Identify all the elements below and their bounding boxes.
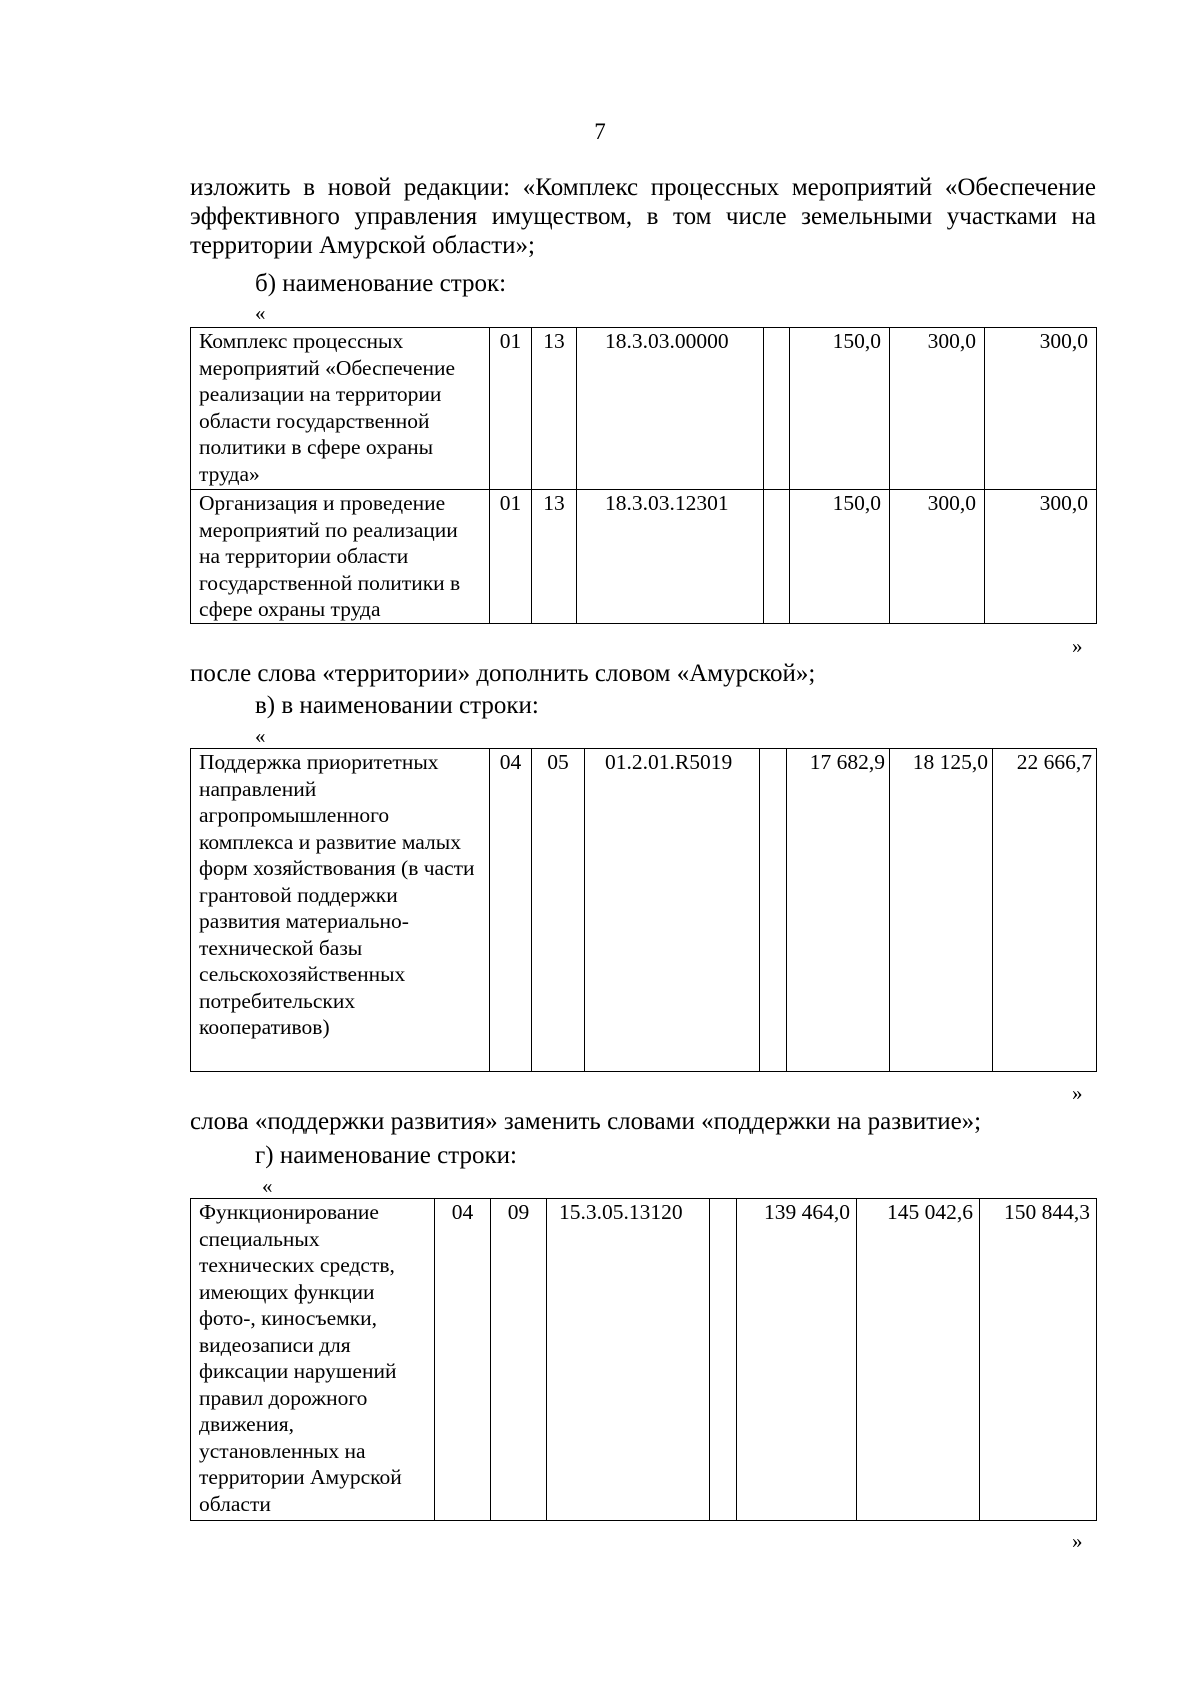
section-b-open-quote: « bbox=[255, 301, 266, 325]
amount-year-3-cell: 22 666,7 bbox=[993, 749, 1097, 1072]
subsection-code-cell: 05 bbox=[532, 749, 585, 1072]
amount-year-3-cell: 300,0 bbox=[985, 490, 1097, 624]
budget-table-v bbox=[190, 748, 1097, 1072]
section-code-cell: 04 bbox=[435, 1199, 491, 1521]
row-name-cell: Поддержка приоритетных направлений агропромышленного комплекса и развитие малых форм хозяйствования (в части грантовой поддержки развития материально-технической базы сельскохозяйственных потребительских кооперативов) bbox=[191, 749, 490, 1072]
section-v-heading: в) в наименовании строки: bbox=[255, 692, 539, 719]
section-b-close-quote: » bbox=[1072, 634, 1083, 658]
expense-type-cell bbox=[764, 490, 790, 624]
section-v-instruction: слова «поддержки развития» заменить словами «поддержки на развитие»; bbox=[190, 1108, 982, 1135]
table-row bbox=[191, 328, 1097, 490]
section-v-open-quote: « bbox=[255, 724, 266, 748]
subsection-code-cell: 13 bbox=[532, 328, 577, 490]
table-row bbox=[191, 1199, 1097, 1521]
amount-year-3-cell: 150 844,3 bbox=[980, 1199, 1097, 1521]
section-code-cell: 01 bbox=[490, 328, 532, 490]
table-row bbox=[191, 490, 1097, 624]
amount-year-2-cell: 300,0 bbox=[890, 328, 985, 490]
amount-year-1-cell: 17 682,9 bbox=[787, 749, 890, 1072]
subsection-code-cell: 09 bbox=[491, 1199, 547, 1521]
amount-year-3-cell: 300,0 bbox=[985, 328, 1097, 490]
expense-type-cell bbox=[710, 1199, 737, 1521]
page-number: 7 bbox=[594, 119, 606, 144]
row-name-cell: Организация и проведение мероприятий по реализации на территории области государственной политики в сфере охраны труда bbox=[191, 490, 490, 624]
expense-type-cell bbox=[760, 749, 787, 1072]
table-row bbox=[191, 749, 1097, 1072]
budget-table-g bbox=[190, 1198, 1097, 1521]
section-g-heading: г) наименование строки: bbox=[255, 1142, 517, 1169]
amount-year-1-cell: 139 464,0 bbox=[737, 1199, 857, 1521]
intro-paragraph: изложить в новой редакции: «Комплекс процессных мероприятий «Обеспечение эффективного управления имуществом, в том числе земельными участками на территории Амурской области»; bbox=[190, 174, 1096, 259]
target-article-cell: 01.2.01.R5019 bbox=[585, 749, 760, 1072]
section-code-cell: 01 bbox=[490, 490, 532, 624]
expense-type-cell bbox=[764, 328, 790, 490]
target-article-cell: 18.3.03.12301 bbox=[577, 490, 764, 624]
amount-year-1-cell: 150,0 bbox=[790, 490, 890, 624]
target-article-cell: 18.3.03.00000 bbox=[577, 328, 764, 490]
budget-table-b bbox=[190, 327, 1097, 624]
section-g-open-quote: « bbox=[262, 1174, 273, 1198]
section-code-cell: 04 bbox=[490, 749, 532, 1072]
row-name-cell: Комплекс процессных мероприятий «Обеспечение реализации на территории области государственной политики в сфере охраны труда» bbox=[191, 328, 490, 490]
target-article-cell: 15.3.05.13120 bbox=[547, 1199, 710, 1521]
section-b-heading: б) наименование строк: bbox=[255, 270, 507, 297]
section-b-instruction: после слова «территории» дополнить словом «Амурской»; bbox=[190, 660, 816, 687]
amount-year-2-cell: 18 125,0 bbox=[890, 749, 993, 1072]
section-g-close-quote: » bbox=[1072, 1529, 1083, 1553]
amount-year-2-cell: 145 042,6 bbox=[857, 1199, 980, 1521]
subsection-code-cell: 13 bbox=[532, 490, 577, 624]
row-name-cell: Функционирование специальных технических средств, имеющих функции фото-, киносъемки, видеозаписи для фиксации нарушений правил дорожного движения, установленных на территории Амурской области bbox=[191, 1199, 435, 1521]
section-v-close-quote: » bbox=[1072, 1081, 1083, 1105]
amount-year-1-cell: 150,0 bbox=[790, 328, 890, 490]
amount-year-2-cell: 300,0 bbox=[890, 490, 985, 624]
